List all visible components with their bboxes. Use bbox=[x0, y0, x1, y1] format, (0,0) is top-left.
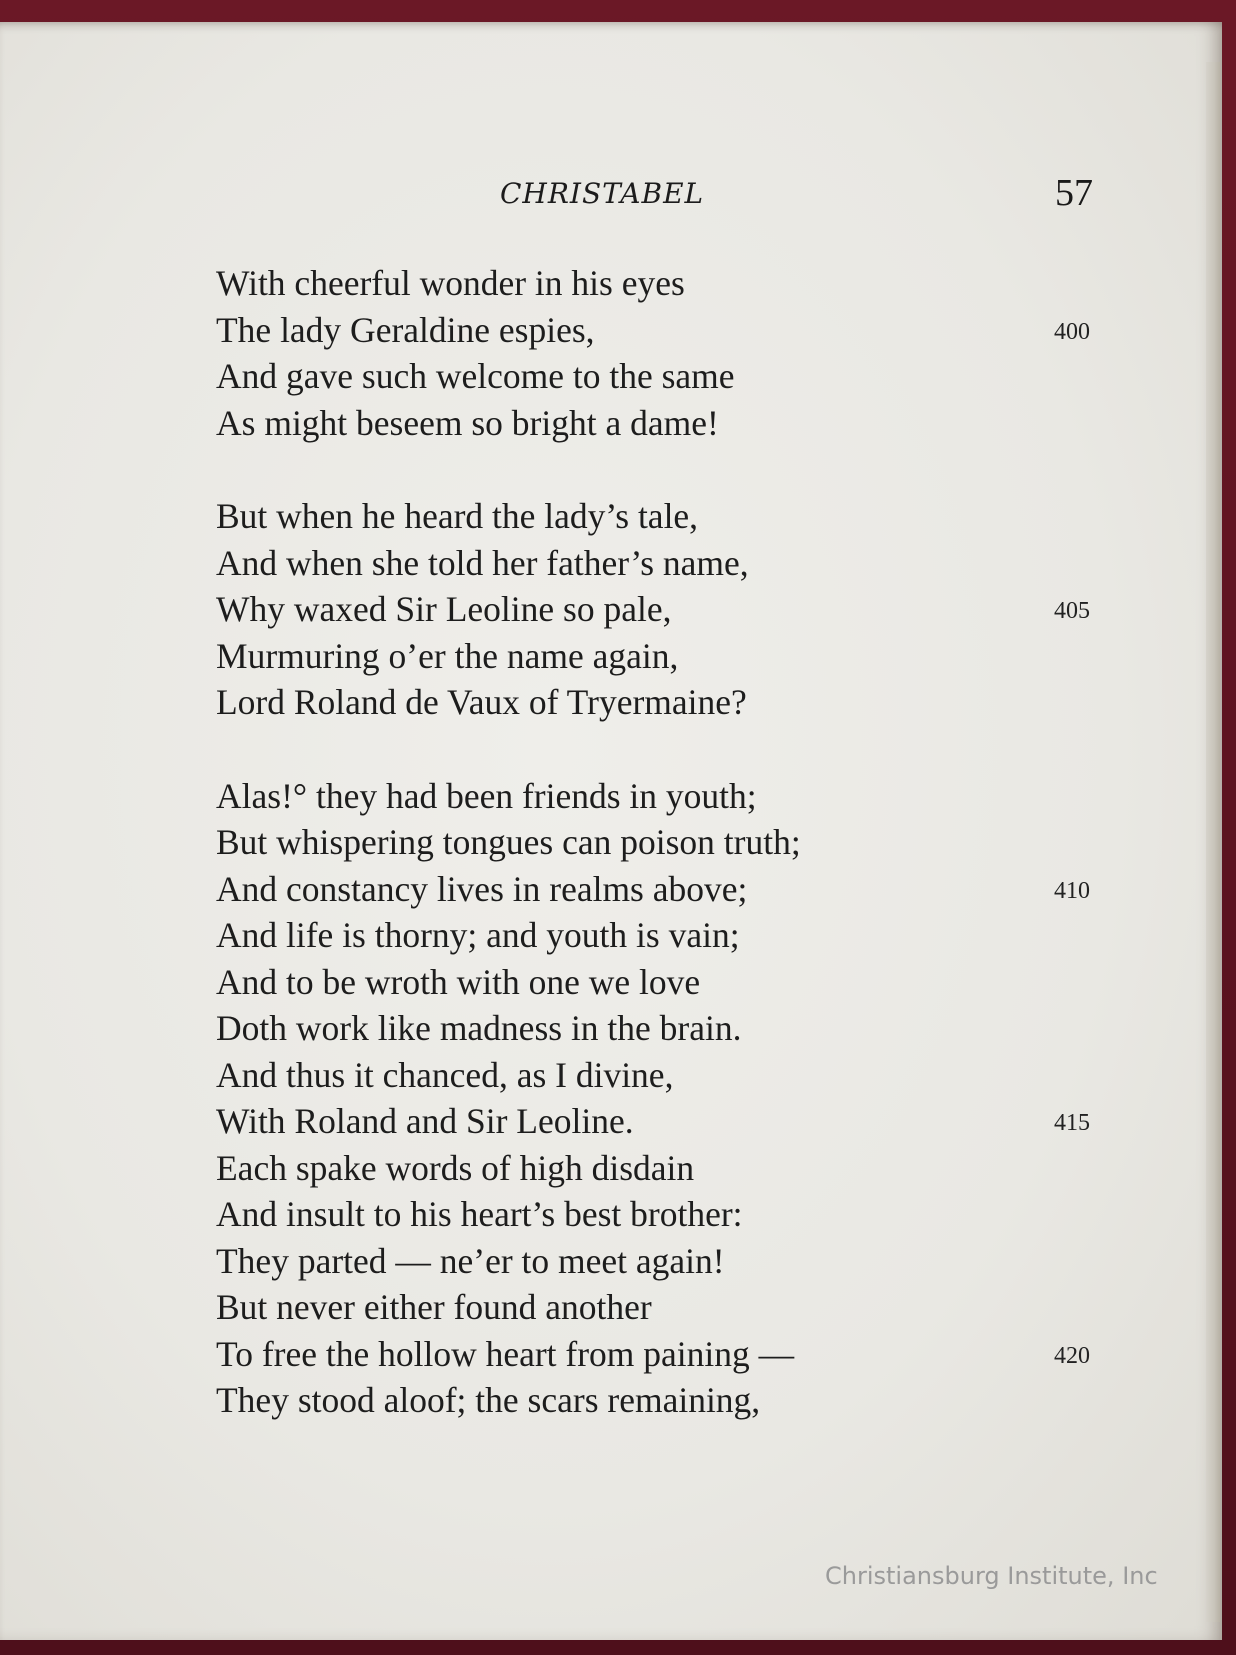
running-title: CHRISTABEL bbox=[500, 177, 705, 210]
line-text: But whispering tongues can poison truth; bbox=[216, 822, 801, 862]
line-text: Doth work like madness in the brain. bbox=[216, 1008, 742, 1048]
poem-line bbox=[216, 586, 1106, 633]
line-number: 410 bbox=[1054, 877, 1090, 904]
line-text: And when she told her father’s name, bbox=[216, 542, 749, 583]
line-text: Why waxed Sir Leoline so pale, bbox=[216, 589, 672, 629]
stanza-1 bbox=[216, 260, 1106, 446]
poem-line bbox=[216, 1191, 1106, 1238]
line-text: And to be wroth with one we love bbox=[216, 961, 701, 1002]
line-text: But never either found another bbox=[216, 1287, 652, 1327]
line-text: And thus it chanced, as I divine, bbox=[216, 1054, 674, 1095]
line-text: They parted — ne’er to meet again! bbox=[216, 1240, 725, 1281]
poem-line bbox=[216, 1284, 1106, 1331]
watermark-text: Christiansburg Institute, Inc bbox=[825, 1562, 1158, 1590]
line-text: And life is thorny; and youth is vain; bbox=[216, 915, 740, 955]
page-number: 57 bbox=[1055, 172, 1093, 214]
poem-line bbox=[216, 1098, 1106, 1145]
line-text: And constancy lives in realms above; bbox=[216, 868, 748, 909]
line-number: 415 bbox=[1054, 1110, 1090, 1136]
stanza-2 bbox=[216, 493, 1106, 726]
poem-line bbox=[216, 1005, 1106, 1052]
poem-line bbox=[216, 912, 1106, 959]
poem-line bbox=[216, 1331, 1106, 1378]
poem-line bbox=[216, 493, 1106, 540]
line-text: To free the hollow heart from paining — bbox=[216, 1333, 795, 1374]
poem-line bbox=[216, 1238, 1106, 1285]
book-page bbox=[0, 22, 1222, 1640]
line-number: 400 bbox=[1054, 318, 1090, 345]
line-text: The lady Geraldine espies, bbox=[216, 309, 595, 350]
line-text: As might beseem so bright a dame! bbox=[216, 402, 719, 443]
poem-line bbox=[216, 866, 1106, 913]
poem-body bbox=[216, 260, 1106, 1471]
line-text: But when he heard the lady’s tale, bbox=[216, 496, 699, 536]
line-text: With Roland and Sir Leoline. bbox=[216, 1101, 634, 1141]
poem-line bbox=[216, 773, 1106, 820]
poem-line bbox=[216, 540, 1106, 587]
line-text: With cheerful wonder in his eyes bbox=[216, 263, 685, 303]
line-text: Murmuring o’er the name again, bbox=[216, 635, 679, 676]
line-text: Each spake words of high disdain bbox=[216, 1147, 695, 1188]
poem-line bbox=[216, 959, 1106, 1006]
line-text: Lord Roland de Vaux of Tryermaine? bbox=[216, 682, 747, 722]
stanza-3 bbox=[216, 773, 1106, 1424]
poem-line bbox=[216, 633, 1106, 680]
poem-line bbox=[216, 679, 1106, 726]
page-edge bbox=[1206, 62, 1220, 1622]
poem-line bbox=[216, 353, 1106, 400]
poem-line bbox=[216, 260, 1106, 307]
line-number: 420 bbox=[1054, 1342, 1090, 1369]
line-text: Alas!° they had been friends in youth; bbox=[216, 775, 757, 816]
poem-line bbox=[216, 1052, 1106, 1099]
line-text: And gave such welcome to the same bbox=[216, 356, 735, 396]
poem-line bbox=[216, 1145, 1106, 1192]
poem-line bbox=[216, 400, 1106, 447]
line-number: 405 bbox=[1054, 598, 1090, 624]
line-text: And insult to his heart’s best brother: bbox=[216, 1194, 743, 1234]
line-text: They stood aloof; the scars remaining, bbox=[216, 1380, 761, 1420]
running-head bbox=[0, 172, 1222, 217]
poem-line bbox=[216, 1377, 1106, 1424]
poem-line bbox=[216, 819, 1106, 866]
poem-line bbox=[216, 307, 1106, 354]
